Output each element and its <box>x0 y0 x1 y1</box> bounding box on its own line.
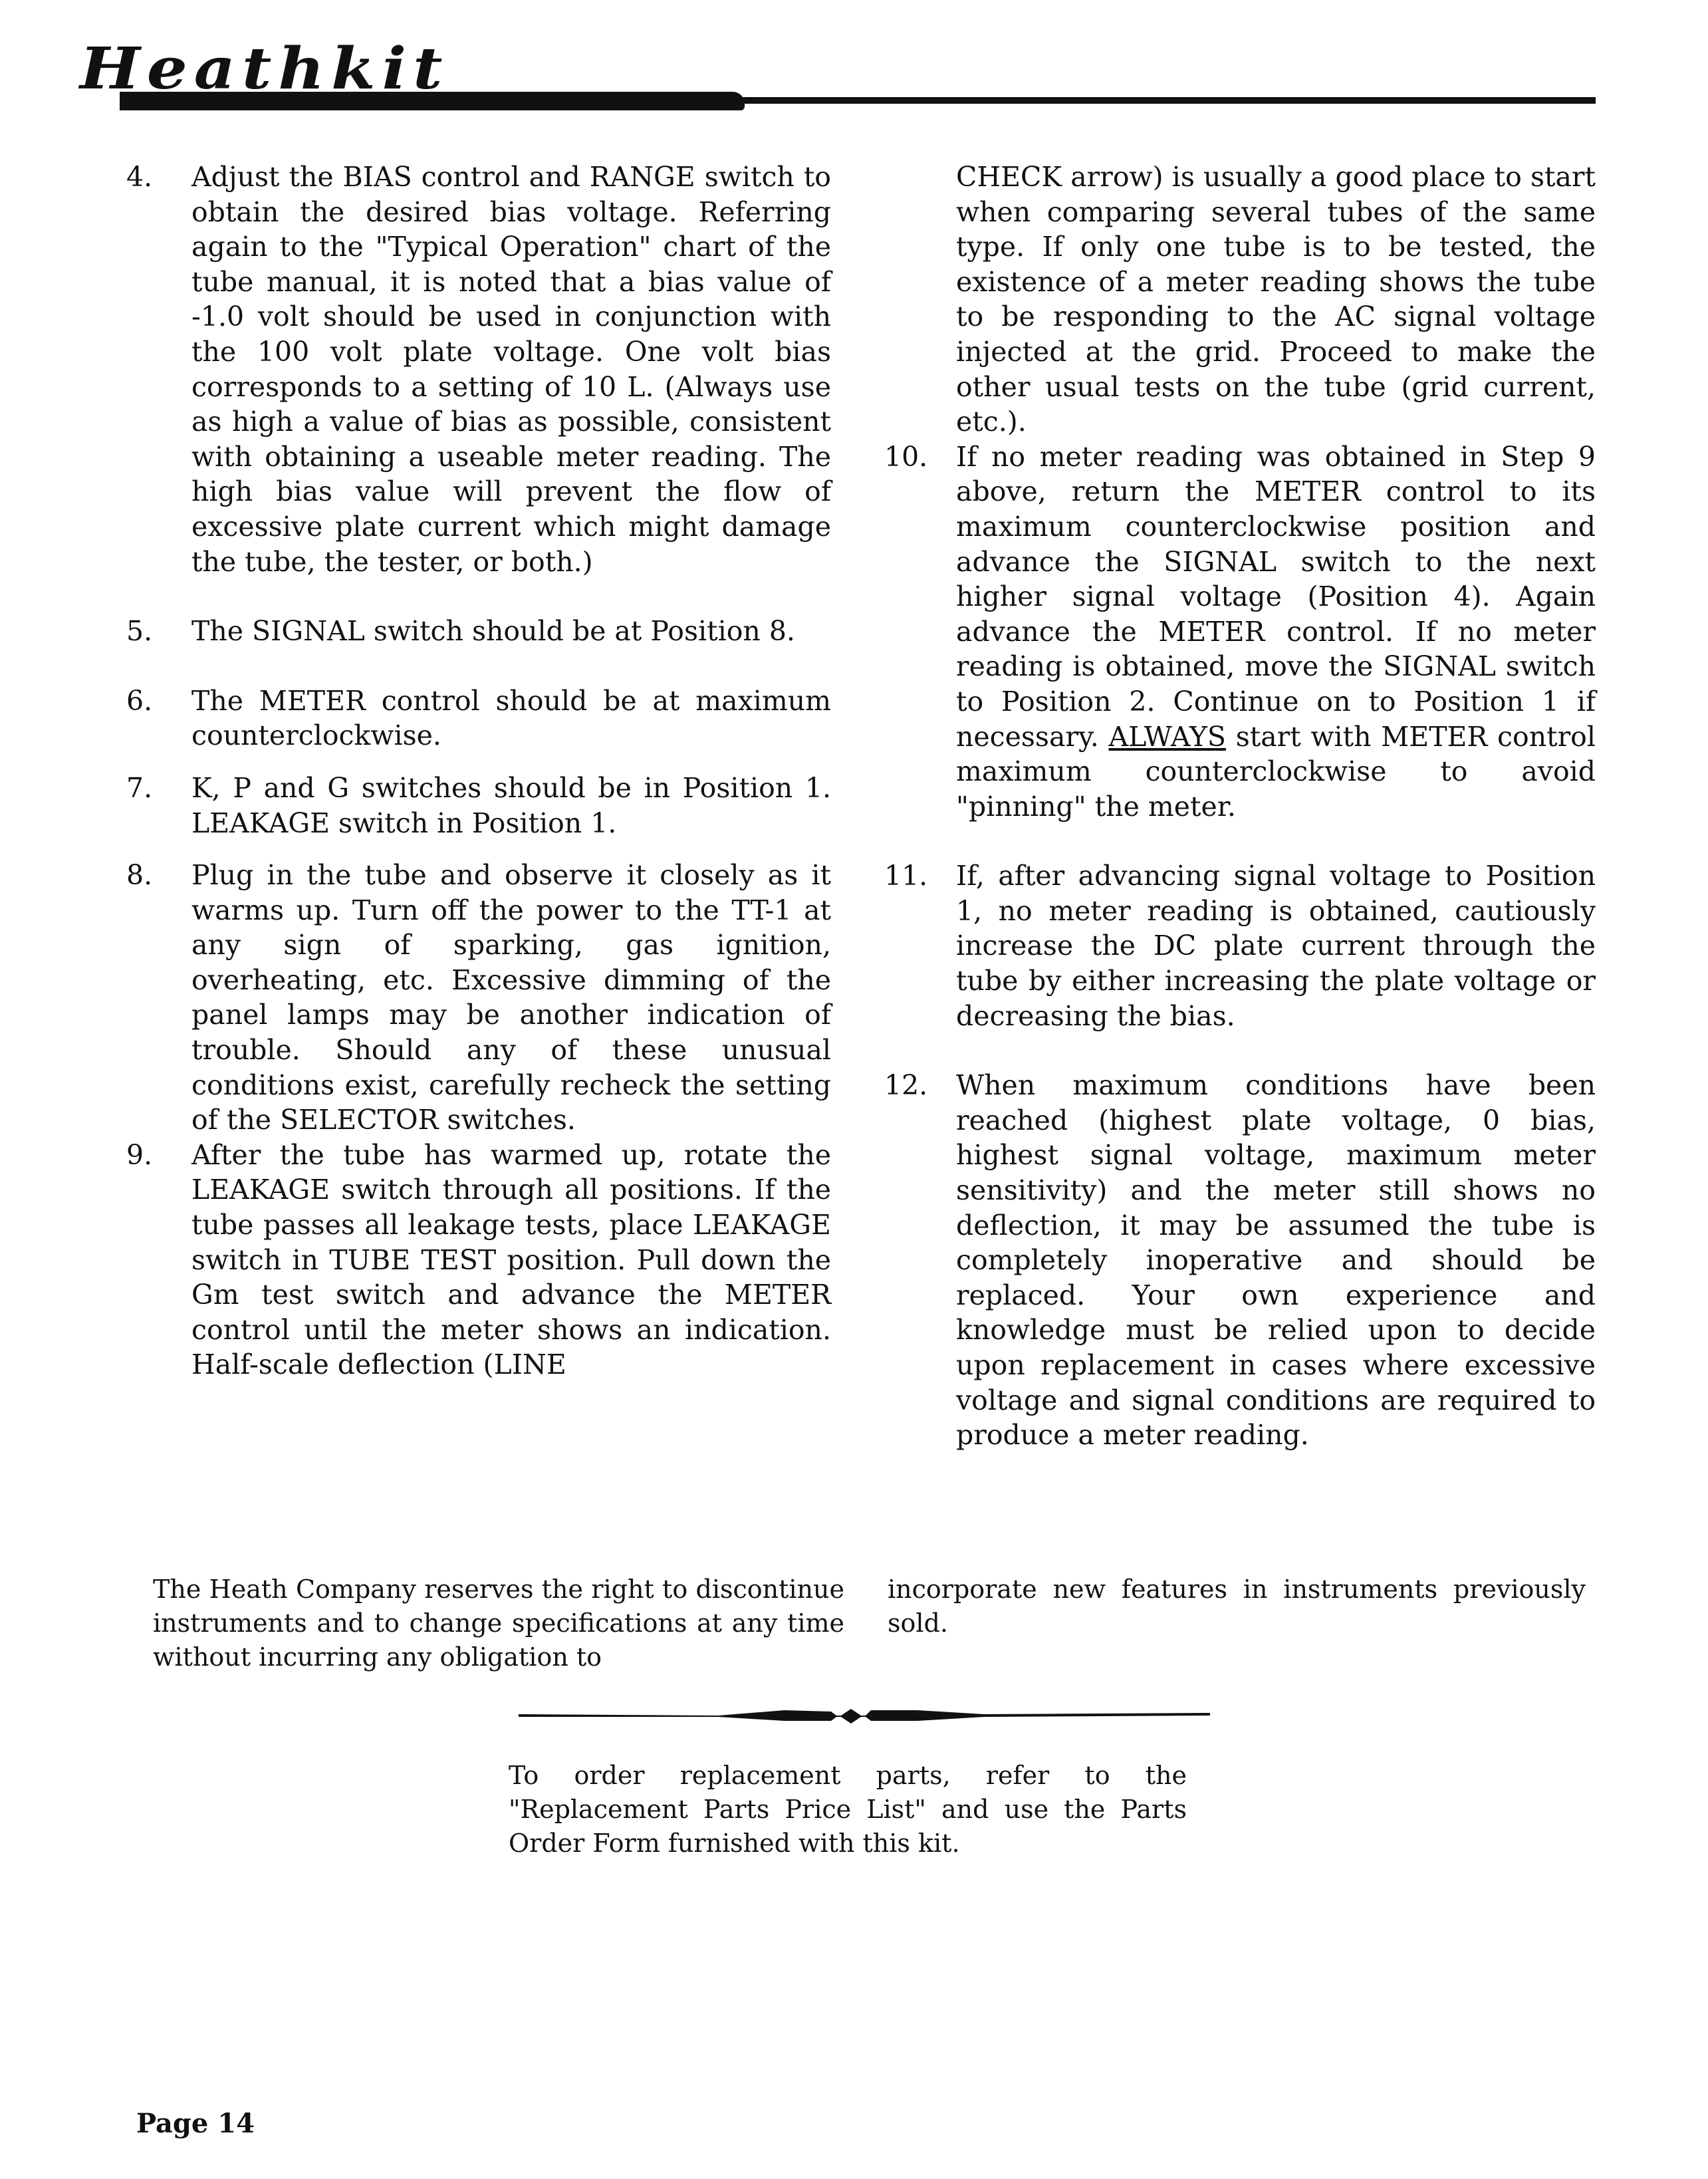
step-9-continuation: CHECK arrow) is usually a good place to start when comparing several tubes of the same type. If only one tube is to be tested, the existence of a meter reading shows the tube to be responding to the AC signal voltage injected at the grid. Proceed to make the other usual tests on the tube (grid current, etc.). <box>956 161 1596 438</box>
step-5 <box>93 614 831 649</box>
step-9 <box>93 1138 831 1382</box>
step-text: K, P and G switches should be in Position 1. LEAKAGE switch in Position 1. <box>191 771 831 839</box>
step-number: 6. <box>126 684 153 717</box>
parts-order-note: To order replacement parts, refer to the "Replacement Parts Price List" and use the Parts Order Form furnished with this kit. <box>509 1761 1187 1858</box>
ornamental-divider <box>519 1702 1210 1729</box>
step-number: 12. <box>884 1069 928 1102</box>
company-notice-right: incorporate new features in instruments previously sold. <box>888 1575 1586 1638</box>
step-number: 11. <box>884 860 928 892</box>
step-4 <box>93 160 831 579</box>
step-text: The METER control should be at maximum counterclockwise. <box>191 684 831 752</box>
step-6 <box>93 684 831 753</box>
step-text: When maximum conditions have been reached (highest plate voltage, 0 bias, highest signal voltage, maximum meter sensitivity) and the meter still shows no deflection, it may be assumed the tube is completely inoperative and should be replaced. Your own experience and knowledge must be relied upon to decide upon replacement in cases where excessive voltage and signal conditions are required to produce a meter reading. <box>956 1069 1596 1452</box>
company-notice-left: The Heath Company reserves the right to discontinue instruments and to change specifications at any time without incurring any obligation to <box>153 1575 844 1672</box>
heathkit-logo: Heathkit <box>80 34 449 102</box>
step-11 <box>858 858 1596 1033</box>
step-text: Plug in the tube and observe it closely as it warms up. Turn off the power to the TT-1 at any sign of sparking, gas ignition, overheating, etc. Excessive dimming of the panel lamps may be another indication of trouble. Should any of these unusual conditions exist, carefully recheck the setting of the SELECTOR switches. <box>191 859 831 1136</box>
emphasis-always: ALWAYS <box>1108 720 1226 753</box>
step-text: After the tube has warmed up, rotate the LEAKAGE switch through all positions. If the tube passes all leakage tests, place LEAKAGE switch in TUBE TEST position. Pull down the Gm test switch and advance the METER control until the meter shows an indication. Half-scale deflection (LINE <box>191 1138 831 1381</box>
step-text: If, after advancing signal voltage to Position 1, no meter reading is obtained, cautiously increase the DC plate current through the tube by either increasing the plate voltage or decreasing the bias. <box>956 860 1596 1032</box>
step-8 <box>93 858 831 1138</box>
step-text: The SIGNAL switch should be at Position 8. <box>191 615 795 648</box>
step-number: 10. <box>884 440 928 473</box>
step-number: 5. <box>126 615 153 648</box>
step-12 <box>858 1068 1596 1453</box>
step-10 <box>858 440 1596 825</box>
step-number: 9. <box>126 1138 153 1171</box>
page-number: Page 14 <box>136 2108 255 2139</box>
step-text: Adjust the BIAS control and RANGE switch to obtain the desired bias voltage. Referring again to the "Typical Operation" chart of the tube manual, it is noted that a bias value of -1.0 volt should be used in conjunction with the 100 volt plate voltage. One volt bias corresponds to a setting of 10 L. (Always use as high a value of bias as possible, consistent with obtaining a useable meter reading. The high bias value will prevent the flow of excessive plate current which might damage the tube, the tester, or both.) <box>191 161 831 578</box>
header-rule <box>731 97 1596 104</box>
right-column <box>858 160 1596 1453</box>
step-number: 8. <box>126 859 153 892</box>
left-column <box>93 160 831 1382</box>
step-7 <box>93 771 831 840</box>
step-number: 4. <box>126 161 153 193</box>
step-number: 7. <box>126 771 153 804</box>
step-text: If no meter reading was obtained in Step 9 above, return the METER control to its maximum counterclockwise position and advance the SIGNAL switch to the next higher signal voltage (Position 4). Again advance the METER control. If no meter reading is obtained, move the SIGNAL switch to Position 2. Continue on to Position 1 if necessary. ALWAYS start with METER control maximum counterclockwise to avoid "pinning" the meter. <box>956 440 1596 823</box>
